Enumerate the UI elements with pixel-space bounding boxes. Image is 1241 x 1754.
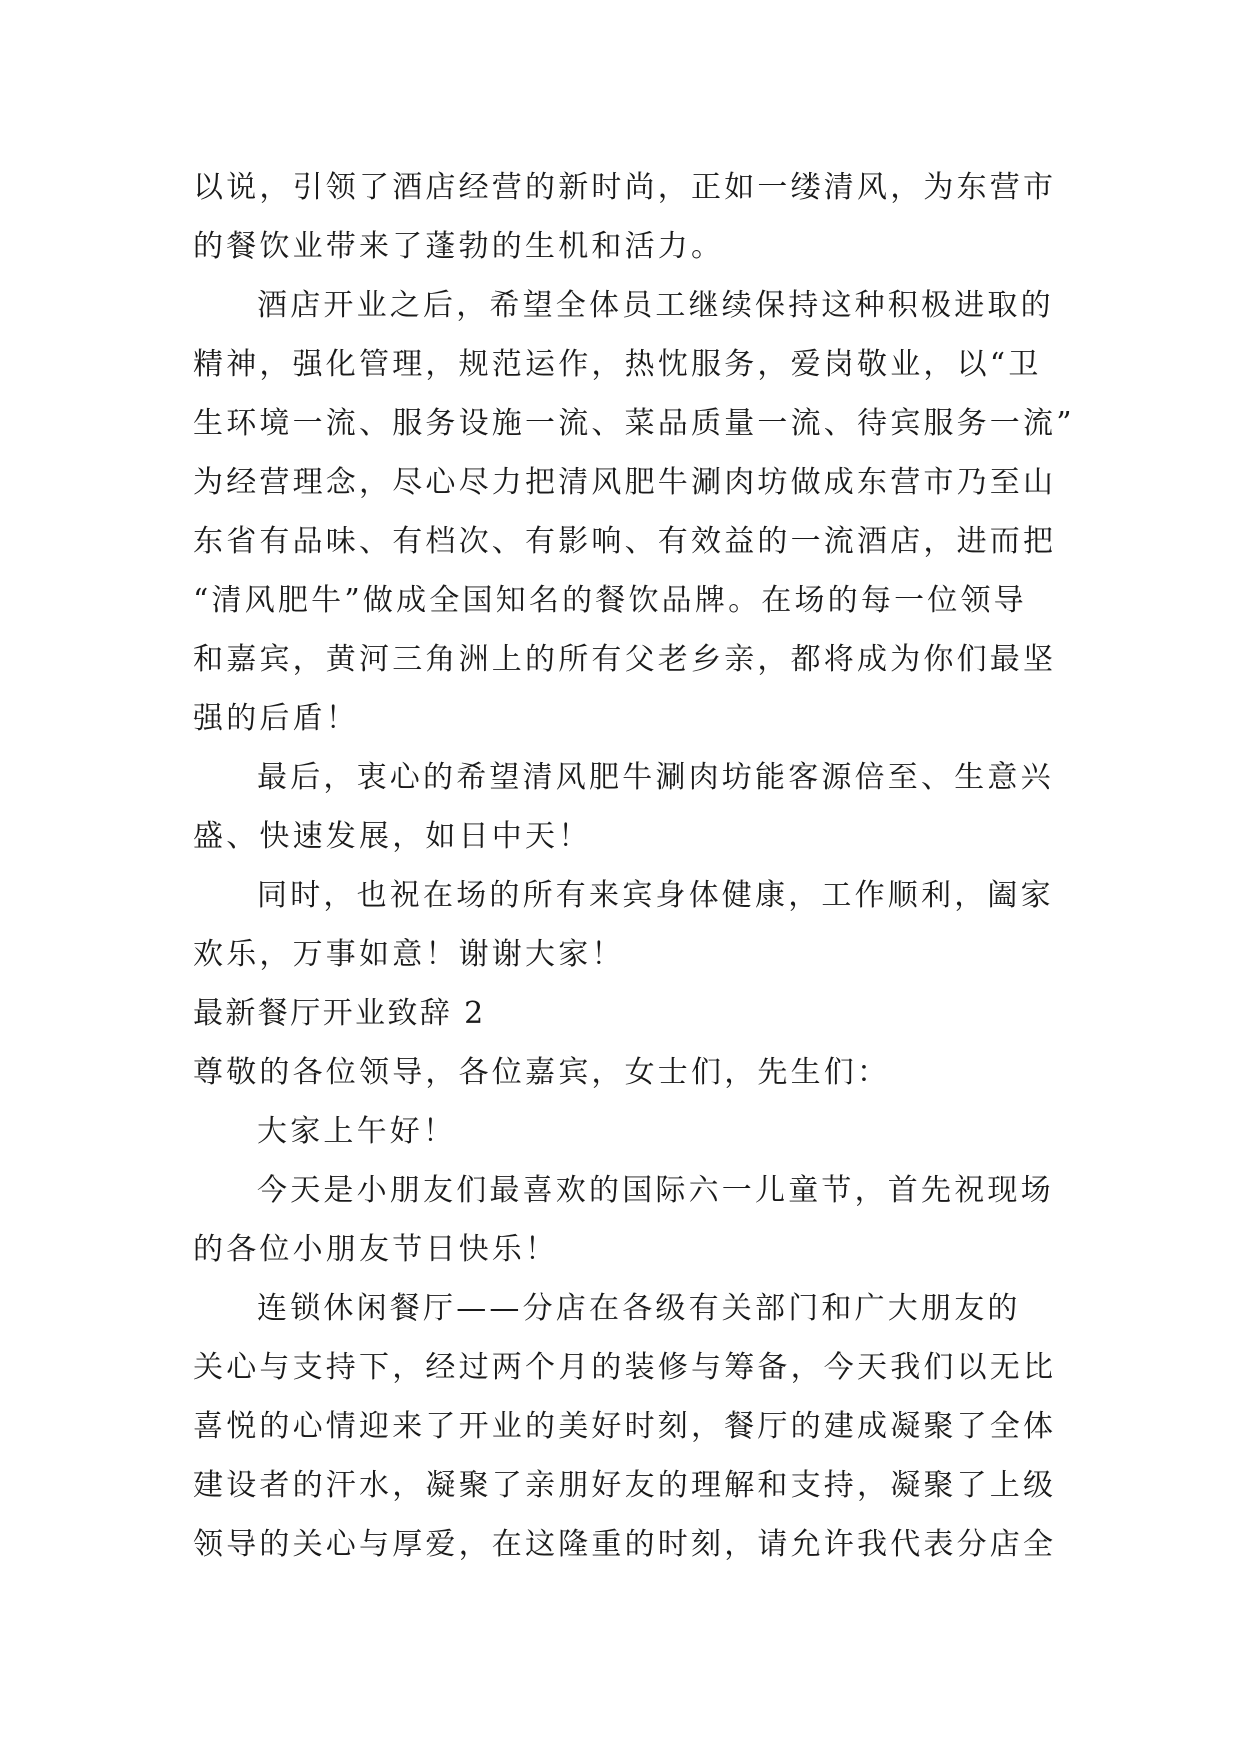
text-line: 连锁休闲餐厅——分店在各级有关部门和广大朋友的 [257, 1291, 1021, 1326]
text-line: 盛、快速发展，如日中天！ [193, 819, 592, 854]
text-line: 以说，引领了酒店经营的新时尚，正如一缕清风，为东营市 [193, 170, 1057, 205]
text-line: 为经营理念，尽心尽力把清风肥牛涮肉坊做成东营市乃至山 [193, 465, 1057, 500]
text-line: “清风肥牛”做成全国知名的餐饮品牌。在场的每一位领导 [193, 583, 1027, 618]
text-line: 酒店开业之后，希望全体员工继续保持这种积极进取的 [257, 288, 1054, 323]
text-line: 的各位小朋友节日快乐！ [193, 1232, 559, 1267]
text-line: 和嘉宾，黄河三角洲上的所有父老乡亲，都将成为你们最坚 [193, 642, 1057, 677]
text-line: 领导的关心与厚爱，在这隆重的时刻，请允许我代表分店全 [193, 1527, 1057, 1562]
text-line: 喜悦的心情迎来了开业的美好时刻，餐厅的建成凝聚了全体 [193, 1409, 1057, 1444]
text-line: 欢乐，万事如意！谢谢大家！ [193, 937, 625, 972]
document-body [193, 158, 1075, 1574]
text-line: 强的后盾！ [193, 701, 359, 736]
text-line: 东省有品味、有档次、有影响、有效益的一流酒店，进而把 [193, 524, 1057, 559]
text-line: 今天是小朋友们最喜欢的国际六一儿童节，首先祝现场 [257, 1173, 1054, 1208]
text-line: 关心与支持下，经过两个月的装修与筹备，今天我们以无比 [193, 1350, 1057, 1385]
text-line: 的餐饮业带来了蓬勃的生机和活力。 [193, 229, 725, 264]
text-line: 生环境一流、服务设施一流、菜品质量一流、待宾服务一流” [193, 406, 1075, 441]
text-line: 同时，也祝在场的所有来宾身体健康，工作顺利，阖家 [257, 878, 1054, 913]
text-line: 建设者的汗水，凝聚了亲朋好友的理解和支持，凝聚了上级 [193, 1468, 1057, 1503]
section-title: 最新餐厅开业致辞 2 [193, 996, 486, 1031]
text-line: 精神，强化管理，规范运作，热忱服务，爱岗敬业，以“卫 [193, 347, 1042, 382]
salutation: 尊敬的各位领导，各位嘉宾，女士们，先生们： [193, 1055, 891, 1090]
greeting: 大家上午好！ [257, 1114, 457, 1149]
text-line: 最后，衷心的希望清风肥牛涮肉坊能客源倍至、生意兴 [257, 760, 1054, 795]
